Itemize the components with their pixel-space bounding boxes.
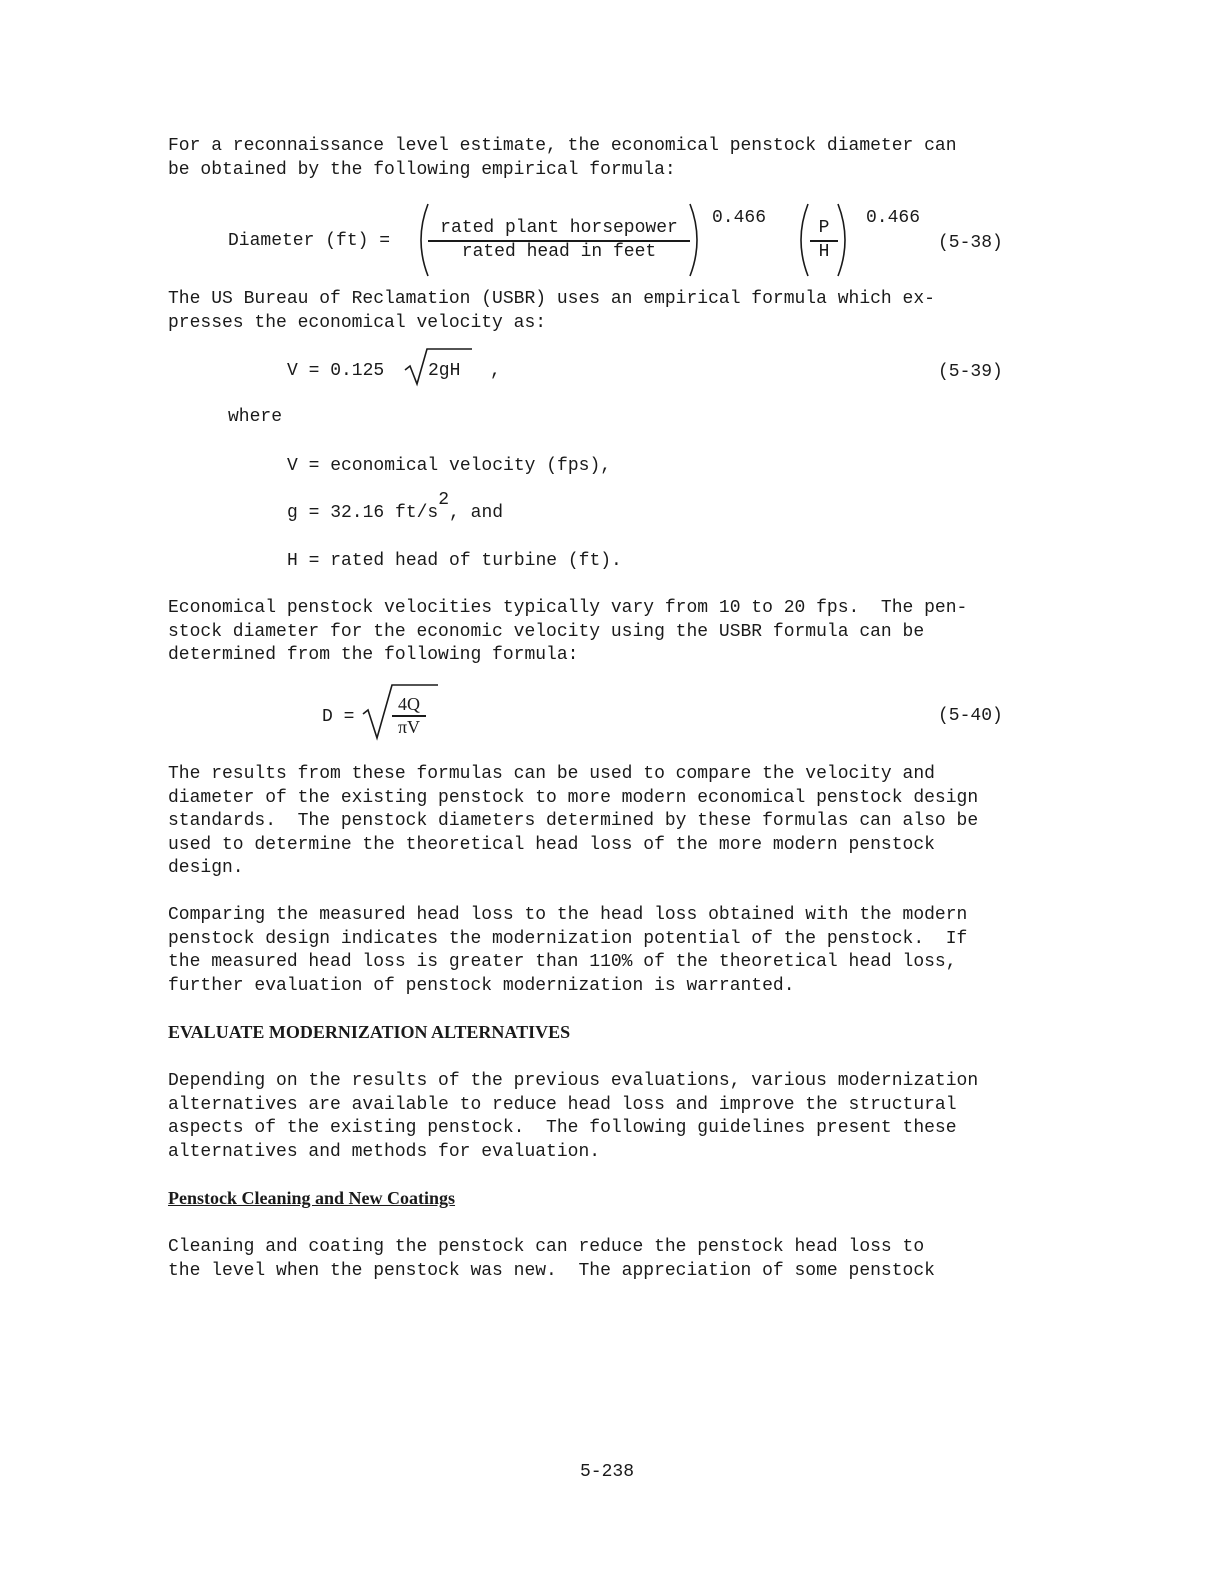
eq-5-38-number: (5-38): [938, 233, 1003, 253]
eq-5-38-denominator: rated head in feet: [461, 242, 657, 262]
eq-5-40-numerator: 4Q: [398, 694, 420, 714]
usbr-paragraph: The US Bureau of Reclamation (USBR) uses an empirical formula which ex- presses the economical velocity as:: [168, 289, 935, 333]
definition-v: V = economical velocity (fps),: [287, 456, 612, 476]
comparing-paragraph: Comparing the measured head loss to the head loss obtained with the modern penstock design indicates the modernization potential of the penstock. If the measured head loss is greater than 110% of the theoretical head loss, further evaluation of penstock modernization is warranted.: [168, 905, 968, 996]
cleaning-paragraph: Cleaning and coating the penstock can reduce the penstock head loss to the level when the penstock was new. The appreciation of some penstock: [168, 1237, 935, 1281]
definition-h: H = rated head of turbine (ft).: [287, 551, 622, 571]
cleaning-heading: Penstock Cleaning and New Coatings: [168, 1188, 456, 1208]
eq-5-38-p: P: [818, 218, 830, 238]
eq-5-38-lhs: Diameter (ft) =: [228, 231, 391, 251]
eq-5-39-number: (5-39): [938, 362, 1003, 382]
eq-5-40-lhs: D =: [322, 707, 355, 727]
eq-5-39-radicand: 2gH: [428, 361, 461, 381]
definition-g-tail: , and: [449, 503, 504, 523]
eq-5-40-denominator: πV: [397, 717, 421, 737]
depending-paragraph: Depending on the results of the previous evaluations, various modernization alternatives are available to reduce head loss and improve the structural aspects of the existing penstock. The following guidelines present these alternatives and methods for evaluation.: [168, 1071, 979, 1162]
definition-g: [287, 490, 504, 524]
eq-5-38-h: H: [818, 242, 830, 262]
results-paragraph: The results from these formulas can be used to compare the velocity and diameter of the existing penstock to more modern economical penstock design standards. The penstock diameters determined by these formulas can also be used to determine the theoretical head loss of the more modern penstock design.: [168, 764, 979, 878]
right-paren-icon: [834, 203, 854, 277]
page-number: 5-238: [580, 1462, 635, 1482]
eq-5-39-comma: ,: [490, 361, 501, 381]
definition-g-text: g = 32.16 ft/s: [287, 503, 439, 523]
eq-5-38-numerator: rated plant horsepower: [440, 218, 678, 238]
eq-5-38-exponent-1: 0.466: [712, 208, 767, 228]
right-paren-icon: [686, 203, 706, 277]
eq-5-40-number: (5-40): [938, 706, 1003, 726]
definition-g-superscript: 2: [438, 490, 450, 510]
intro-paragraph: For a reconnaissance level estimate, the economical penstock diameter can be obtained by the following empirical formula:: [168, 136, 957, 180]
evaluate-heading: EVALUATE MODERNIZATION ALTERNATIVES: [168, 1022, 571, 1042]
eq-5-39-lhs: V = 0.125: [287, 361, 385, 381]
eq-5-38-exponent-2: 0.466: [866, 208, 921, 228]
left-paren-icon: [792, 203, 812, 277]
where-label: where: [228, 407, 283, 427]
economical-paragraph: Economical penstock velocities typically vary from 10 to 20 fps. The pen- stock diameter for the economic velocity using the USBR formula can be determined from the following formula:: [168, 598, 968, 665]
